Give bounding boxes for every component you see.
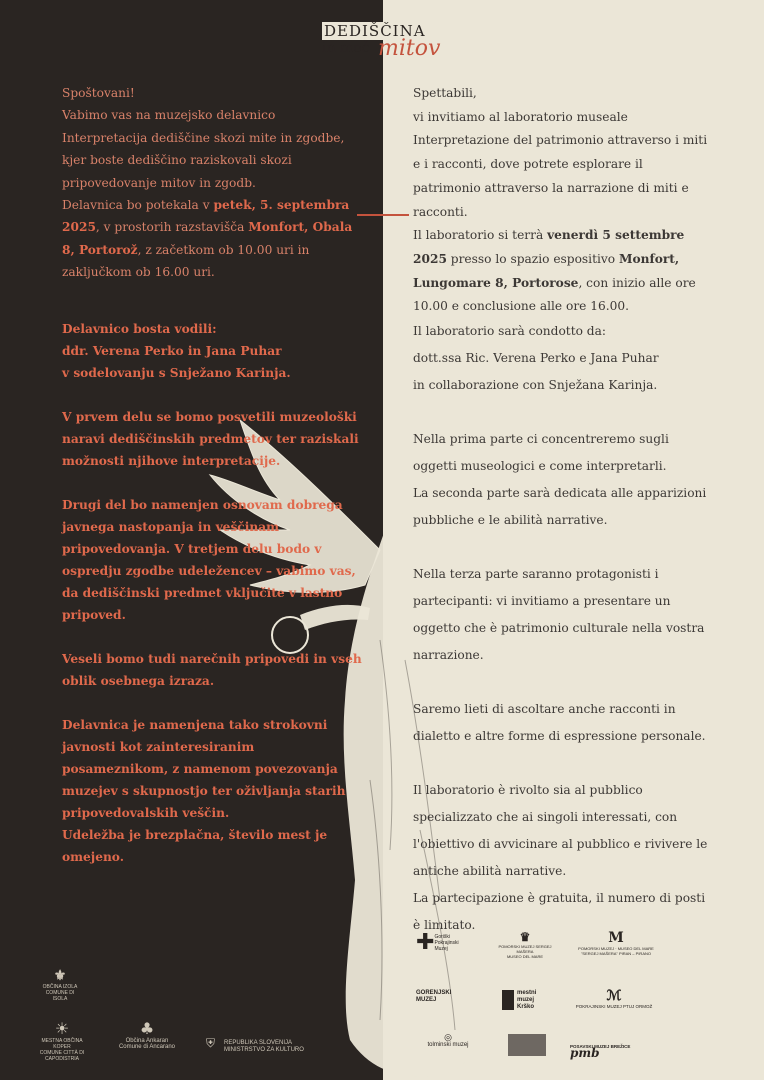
ankaran-crest-icon: ♣: [139, 1019, 155, 1038]
ptuj-museum-logo: ℳ POKRAJINSKI MUZEJ PTUJ ORMOŽ: [572, 988, 656, 1010]
workshop-title-it: Interpretazione del patrimonio attraverso i miti e i racconti, dove potrete esplorare il patrimonio attraverso la narrazione di miti e racconti.: [413, 133, 708, 219]
ankaran-logo: ♣ Občina Ankaran Comune di Ancarano: [118, 1019, 176, 1050]
piran-m-icon: M: [608, 930, 624, 946]
dialect-sl: Veseli bomo tudi narečnih pripovedi in vseh oblik osebnega izraza.: [62, 652, 362, 688]
event-logo: [322, 22, 462, 62]
greeting-sl: Spoštovani!: [62, 86, 135, 100]
italian-details: [413, 318, 713, 966]
ministry-logo: ⛨ REPUBLIKA SLOVENIJA MINISTRSTVO ZA KULTURO: [206, 1036, 304, 1053]
ptuj-mark-icon: ℳ: [606, 988, 622, 1004]
posavski-museum-logo: POSAVSKI MUZEJ BREŽICE pmb: [570, 1044, 631, 1060]
krsko-museum-logo: mestni muzej Krško: [502, 990, 552, 1011]
goriski-museum-logo: ✚ Goriški Pokrajinski Muzej: [416, 929, 459, 954]
gorenjski-museum-logo: GORENJSKI MUZEJ: [416, 990, 452, 1003]
tartini-museum-logo: ♛ POMORSKI MUZEJ SERGEJ MAŠERA MUSEO DEL MARE: [490, 930, 560, 959]
logo-title-script: mitov: [378, 36, 441, 61]
audience-sl: Delavnica je namenjena tako strokovni javnosti kot zainteresiranim posameznikom, z namenom povezovanja muzejev s skupnostjo ter oživljanja starih pripovedovalskih veščin. Udeležba je brezplačna, število mest je omejeno.: [62, 718, 346, 864]
koper-crest-icon: ☀: [54, 1019, 70, 1038]
izola-logo: ⚜ OBČINA IZOLA COMUNE DI ISOLA: [40, 968, 80, 1002]
slovenian-intro: [62, 82, 362, 284]
part1-sl: V prvem delu se bomo posvetili muzeološki naravi dediščinskih predmetov ter raziskali možnosti njihove interpretacije.: [62, 410, 359, 468]
goriski-cross-icon: ✚: [416, 929, 435, 954]
venue-sl: Monfort, Obala 8, Portorož: [62, 220, 353, 257]
invite-it: vi invitiamo al laboratorio museale: [413, 109, 628, 124]
parts-1-2-it: Nella prima parte ci concentreremo sugli oggetti museologici e come interpretarli. La seconda parte sarà dedicata alle apparizioni pubbliche e le abilità narrative.: [413, 432, 707, 527]
venue-it: Monfort, Lungomare 8, Portorose: [413, 251, 680, 290]
tolmin-circle-icon: ◎: [444, 1032, 452, 1042]
logo-title-line1: DEDIŠČINA: [324, 22, 426, 40]
date-it: venerdì 5 settembre 2025: [413, 228, 685, 266]
date-sl: petek, 5. septembra 2025: [62, 198, 350, 235]
dialect-it: Saremo lieti di ascoltare anche racconti in dialetto e altre forme di espressione personale.: [413, 702, 706, 743]
museum-photo-logo: [508, 1034, 546, 1056]
workshop-title-sl: Interpretacija dediščine skozi mite in zgodbe, kjer boste dediščino raziskovali skozi pripovedovanje mitov in zgodb.: [62, 130, 345, 190]
slovenian-details: [62, 318, 362, 890]
slovenia-crest-icon: ⛨: [206, 1036, 216, 1050]
koper-logo: ☀ MESTNA OBČINA KOPER COMUNE CITTÀ DI CAPODISTRIA: [34, 1020, 90, 1062]
audience-it: Il laboratorio è rivolto sia al pubblico specializzato che ai singoli interessati, con l'obiettivo di avvicinare al pubblico e rivivere le antiche abilità narrative. La partecipazione è gratuita, il numero di posti è limitato.: [413, 783, 708, 932]
posavski-pmb-icon: pmb: [570, 1046, 600, 1060]
logo-title-line2: in moč: [322, 40, 370, 56]
krsko-block-icon: [502, 990, 514, 1010]
italian-intro: [413, 82, 713, 319]
leaders-sl: Delavnico bosta vodili: ddr. Verena Perko in Jana Puhar v sodelovanju s Snježano Karinja.: [62, 322, 291, 380]
date-venue-it: Il laboratorio si terrà venerdì 5 settembre 2025 presso lo spazio espositivo Monfort, Lungomare 8, Portorose, con inizio alle ore 10.00 e conclusione alle ore 16.00.: [413, 228, 696, 314]
invite-sl: Vabimo vas na muzejsko delavnico: [62, 108, 276, 123]
tolmin-museum-logo: ◎ tolminski muzej: [418, 1032, 478, 1048]
greeting-it: Spettabili,: [413, 86, 477, 100]
part3-it: Nella terza parte saranno protagonisti i partecipanti: vi invitiamo a presentare un oggetto che è patrimonio culturale nella vostra narrazione.: [413, 567, 705, 662]
part2-3-sl: Drugi del bo namenjen osnovam dobrega javnega nastopanja in veščinam pripovedovanja. V tretjem delu bodo v ospredju zgodbe udeležencev – vabimo vas, da dediščinski predmet vključite v lastno pripoved.: [62, 498, 356, 622]
center-divider-accent: [357, 214, 409, 216]
piran-maritime-logo: M POMORSKI MUZEJ · MUSEO DEL MARE "SERGEJ MAŠERA" PIRAN – PIRANO: [578, 930, 654, 956]
date-venue-sl: Delavnica bo potekala v petek, 5. septembra 2025, v prostorih razstavišča Monfort, Obala 8, Portorož, z začetkom ob 10.00 uri in zaključkom ob 16.00 uri.: [62, 198, 353, 280]
izola-crest-icon: ⚜: [53, 968, 67, 984]
leaders-it: Il laboratorio sarà condotto da: dott.ssa Ric. Verena Perko e Jana Puhar in collaborazione con Snježana Karinja.: [413, 324, 659, 392]
tartini-mark-icon: ♛: [519, 930, 531, 944]
